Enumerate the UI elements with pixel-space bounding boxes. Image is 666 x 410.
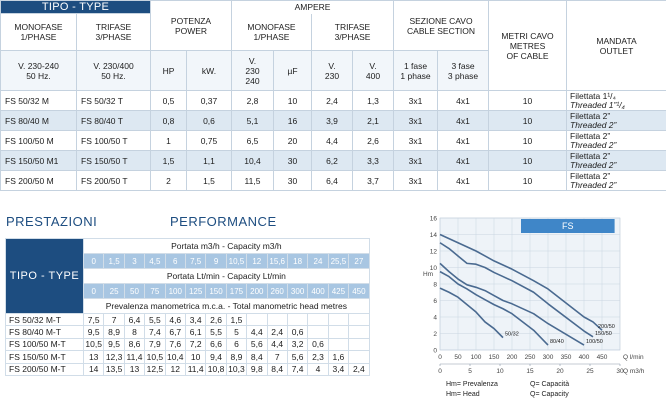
capacity-lmin-value: 50 — [124, 284, 144, 299]
spec-cell-kw: 1,1 — [187, 151, 232, 171]
head-value: 7,4 — [145, 326, 165, 338]
spec-cell-uf: 10 — [274, 91, 312, 111]
spec-cell-mono: FS 100/50 M — [1, 131, 77, 151]
spec-cell-s1: 3x1 — [394, 171, 438, 191]
head-value: 2,4 — [349, 363, 370, 375]
spec-cell-outlet: Filettata 2” Threaded 2” — [567, 131, 666, 151]
head-value: 8,4 — [267, 363, 287, 375]
spec-cell-a_mono: 2,8 — [232, 91, 274, 111]
x-tick-lmin: 0 — [438, 354, 442, 361]
capacity-lmin-value: 150 — [206, 284, 226, 299]
head-value: 2,4 — [267, 326, 287, 338]
spec-cell-hp: 0,8 — [151, 111, 187, 131]
head-value: 12,3 — [105, 351, 123, 362]
capacity-lmin-value: 400 — [308, 284, 328, 299]
spec-cell-a230: 2,4 — [312, 91, 353, 111]
head-value: 9,4 — [206, 351, 226, 363]
head-value: 5,6 — [287, 351, 307, 363]
v230-header: V. 230 — [312, 51, 353, 91]
capacity-lmin-value: 75 — [145, 284, 165, 299]
capacity-lmin-value: 125 — [185, 284, 205, 299]
x-axis-label-m3h: Q m3/h — [623, 368, 645, 375]
y-tick-label: 16 — [429, 215, 437, 223]
head-value: 7,2 — [185, 338, 205, 350]
legend-left: Hm= Prevalenza — [446, 381, 498, 388]
series-label: 100/50 — [586, 339, 603, 346]
capacity-lmin-value: 0 — [84, 284, 104, 299]
uf-header: µF — [274, 51, 312, 91]
head-value — [247, 314, 267, 326]
series-label: 200/50 — [598, 324, 615, 331]
spec-cell-m: 10 — [489, 151, 567, 171]
spec-cell-a_mono: 6,5 — [232, 131, 274, 151]
head-value — [308, 326, 328, 338]
head-value: 0,6 — [287, 326, 307, 338]
spec-cell-outlet: Filettata 2” Threaded 2” — [567, 111, 666, 131]
spec-cell-s3: 4x1 — [438, 131, 489, 151]
capacity-m3h-header: Portata m3/h - Capacity m3/h — [84, 239, 370, 254]
head-value: 3,2 — [287, 338, 307, 350]
v230-240-header: V. 230 240 — [232, 51, 274, 91]
fase1-header: 1 fase 1 phase — [394, 51, 438, 91]
head-value: 0,6 — [308, 338, 328, 350]
spec-row — [1, 131, 666, 151]
capacity-m3h-value: 4,5 — [145, 254, 165, 269]
head-value: 4,4 — [267, 338, 287, 350]
head-value: 1,5 — [226, 314, 246, 326]
spec-cell-s3: 4x1 — [438, 111, 489, 131]
x-axis-label-lmin: Q l/min — [623, 354, 644, 361]
spec-cell-outlet: Filettata 2” Threaded 2” — [567, 151, 666, 171]
head-value: 3,4 — [185, 314, 205, 326]
spec-cell-a_mono: 11,5 — [232, 171, 274, 191]
spec-cell-a400: 2,6 — [353, 131, 394, 151]
kw-header: kW. — [187, 51, 232, 91]
performance-title: PERFORMANCE — [170, 214, 277, 229]
spec-row — [1, 171, 666, 191]
series-label: 80/40 — [550, 339, 564, 346]
spec-cell-tri: FS 200/50 T — [77, 171, 151, 191]
head-value: 4,4 — [247, 326, 267, 338]
spec-table — [0, 0, 666, 191]
series-label: 150/50 — [595, 330, 612, 337]
spec-cell-s3: 4x1 — [438, 151, 489, 171]
head-value: 13 — [124, 363, 144, 375]
head-value: 6,6 — [206, 338, 226, 350]
capacity-m3h-value: 25,5 — [328, 254, 348, 269]
head-value — [349, 351, 370, 363]
chart-title: FS — [562, 221, 574, 231]
head-value — [349, 338, 370, 350]
head-value: 10,4 — [166, 351, 184, 362]
y-tick-label: 4 — [433, 314, 437, 322]
perf-model-name: FS 50/32 M-T — [6, 314, 84, 326]
capacity-lmin-value: 175 — [226, 284, 246, 299]
head-value: 10,3 — [228, 364, 245, 375]
head-value: 7 — [104, 314, 124, 326]
head-value: 9,8 — [247, 363, 267, 375]
head-value: 10,5 — [146, 351, 164, 362]
performance-table — [5, 238, 370, 376]
spec-cell-s1: 3x1 — [394, 151, 438, 171]
capacity-lmin-value: 450 — [349, 284, 370, 299]
prestazioni-title: PRESTAZIONI — [6, 214, 98, 229]
head-value: 7,9 — [145, 338, 165, 350]
spec-cell-a230: 6,4 — [312, 171, 353, 191]
head-value: 3,4 — [328, 363, 348, 375]
perf-type-header: TIPO - TYPE — [6, 239, 84, 314]
spec-cell-a400: 2,1 — [353, 111, 394, 131]
amp-tri-header: TRIFASE 3/PHASE — [312, 14, 394, 51]
head-value: 5 — [226, 326, 246, 338]
capacity-lmin-value: 425 — [328, 284, 348, 299]
capacity-lmin-value: 100 — [165, 284, 185, 299]
head-value: 4 — [308, 363, 328, 375]
x-tick-m3h: 5 — [468, 368, 472, 375]
ampere-header: AMPERE — [232, 1, 394, 14]
head-value: 8 — [124, 326, 144, 338]
spec-cell-mono: FS 80/40 M — [1, 111, 77, 131]
spec-cell-a_mono: 10,4 — [232, 151, 274, 171]
capacity-m3h-value: 24 — [308, 254, 328, 269]
power-header: POTENZA POWER — [151, 1, 232, 51]
x-tick-m3h: 25 — [586, 368, 594, 375]
spec-cell-a_mono: 5,1 — [232, 111, 274, 131]
head-value — [308, 314, 328, 326]
spec-cell-a230: 3,9 — [312, 111, 353, 131]
legend-right: Q= Capacità — [530, 381, 570, 388]
spec-cell-mono: FS 200/50 M — [1, 171, 77, 191]
head-value: 8,6 — [124, 338, 144, 350]
spec-cell-hp: 2 — [151, 171, 187, 191]
head-value: 9,5 — [104, 338, 124, 350]
head-value: 5,6 — [247, 338, 267, 350]
capacity-lmin-value: 300 — [287, 284, 307, 299]
perf-model-name: FS 200/50 M-T — [6, 363, 84, 375]
spec-cell-tri: FS 100/50 T — [77, 131, 151, 151]
head-value: 10,5 — [85, 339, 102, 350]
x-tick-m3h: 15 — [526, 368, 534, 375]
monofase-header: MONOFASE 1/PHASE — [1, 14, 77, 51]
perf-model-name: FS 150/50 M-T — [6, 351, 84, 363]
head-value — [349, 314, 370, 326]
spec-cell-m: 10 — [489, 171, 567, 191]
head-value: 7,4 — [287, 363, 307, 375]
perf-row — [6, 338, 370, 350]
fase3-header: 3 fase 3 phase — [438, 51, 489, 91]
trifase-header: TRIFASE 3/PHASE — [77, 14, 151, 51]
spec-cell-kw: 0,37 — [187, 91, 232, 111]
y-tick-label: 8 — [433, 281, 437, 289]
capacity-m3h-value: 18 — [287, 254, 307, 269]
spec-cell-s1: 3x1 — [394, 131, 438, 151]
capacity-m3h-value: 6 — [165, 254, 185, 269]
spec-cell-a400: 3,3 — [353, 151, 394, 171]
x-tick-m3h: 20 — [556, 368, 564, 375]
y-tick-label: 14 — [429, 232, 437, 239]
head-value: 10,8 — [207, 364, 225, 375]
head-value: 6,1 — [185, 326, 205, 338]
legend-left: Hm= Head — [446, 391, 480, 398]
legend-right: Q= Capacity — [530, 391, 569, 398]
spec-cell-uf: 20 — [274, 131, 312, 151]
spec-row — [1, 111, 666, 131]
head-value — [328, 326, 348, 338]
x-tick-m3h: 0 — [438, 368, 442, 375]
spec-cell-hp: 0,5 — [151, 91, 187, 111]
capacity-m3h-value: 10,5 — [226, 254, 246, 269]
capacity-m3h-value: 0 — [84, 254, 104, 269]
spec-cell-m: 10 — [489, 91, 567, 111]
spec-cell-tri: FS 150/50 T — [77, 151, 151, 171]
capacity-lmin-value: 260 — [267, 284, 287, 299]
v400-header: V. 400 — [353, 51, 394, 91]
head-value: 6 — [226, 338, 246, 350]
spec-cell-mono: FS 50/32 M — [1, 91, 77, 111]
spec-cell-uf: 30 — [274, 151, 312, 171]
head-value: 12 — [165, 363, 185, 375]
head-value: 8,9 — [226, 351, 246, 363]
x-tick-lmin: 350 — [560, 354, 572, 361]
head-header: Prevalenza manometrica m.c.a. - Total manometric head metres — [84, 299, 370, 314]
spec-cell-s1: 3x1 — [394, 111, 438, 131]
spec-row — [1, 151, 666, 171]
head-value: 4,6 — [165, 314, 185, 326]
y-tick-label: 2 — [433, 331, 437, 338]
x-tick-lmin: 100 — [470, 354, 482, 361]
head-value: 2,6 — [206, 314, 226, 326]
head-value — [328, 314, 348, 326]
head-value: 8,9 — [104, 326, 124, 338]
outlet-header: MANDATA OUTLET — [567, 1, 666, 91]
x-tick-lmin: 250 — [524, 354, 536, 361]
spec-cell-tri: FS 80/40 T — [77, 111, 151, 131]
perf-model-name: FS 100/50 M-T — [6, 338, 84, 350]
x-tick-lmin: 200 — [506, 354, 518, 361]
capacity-m3h-value: 1,5 — [104, 254, 124, 269]
spec-cell-mono: FS 150/50 M1 — [1, 151, 77, 171]
spec-cell-hp: 1,5 — [151, 151, 187, 171]
x-tick-m3h: 10 — [496, 368, 504, 375]
hp-header: HP — [151, 51, 187, 91]
capacity-m3h-value: 27 — [349, 254, 370, 269]
spec-cell-kw: 0,75 — [187, 131, 232, 151]
y-axis-label: Hm — [422, 270, 434, 278]
head-value: 14 — [84, 363, 104, 375]
spec-cell-a230: 4,4 — [312, 131, 353, 151]
tri-voltage: V. 230/400 50 Hz. — [77, 51, 151, 91]
spec-cell-uf: 30 — [274, 171, 312, 191]
spec-cell-outlet: Filettata 1¹/₄ Threaded 1”¹/₄ — [567, 91, 666, 111]
head-value: 7,6 — [165, 338, 185, 350]
cable-section-header: SEZIONE CAVO CABLE SECTION — [394, 1, 489, 51]
x-tick-lmin: 400 — [578, 354, 590, 361]
spec-cell-a400: 3,7 — [353, 171, 394, 191]
spec-cell-s1: 3x1 — [394, 91, 438, 111]
spec-cell-a400: 1,3 — [353, 91, 394, 111]
performance-chart — [418, 210, 664, 408]
y-tick-label: 0 — [433, 347, 437, 355]
head-value: 9,5 — [84, 326, 104, 338]
capacity-m3h-value: 9 — [206, 254, 226, 269]
perf-row — [6, 326, 370, 338]
head-value: 12,5 — [146, 364, 164, 375]
head-value: 13,5 — [105, 364, 123, 375]
spec-row — [1, 91, 666, 111]
head-value: 11,4 — [185, 363, 205, 375]
head-value: 11,4 — [124, 351, 144, 363]
amp-mono-header: MONOFASE 1/PHASE — [232, 14, 312, 51]
head-value: 8,4 — [247, 351, 267, 363]
head-value — [267, 314, 287, 326]
perf-row — [6, 363, 370, 375]
head-value: 7 — [267, 351, 287, 363]
y-tick-label: 6 — [433, 298, 437, 305]
capacity-m3h-value: 7,5 — [185, 254, 205, 269]
head-value: 1,6 — [328, 351, 348, 363]
spec-cell-a230: 6,2 — [312, 151, 353, 171]
spec-type-header: TIPO - TYPE — [1, 1, 151, 14]
spec-cell-uf: 16 — [274, 111, 312, 131]
x-tick-m3h: 30 — [616, 368, 624, 375]
spec-cell-tri: FS 50/32 T — [77, 91, 151, 111]
head-value: 10 — [185, 351, 205, 363]
spec-cell-outlet: Filettata 2” Threaded 2” — [567, 171, 666, 191]
cable-metres-header: METRI CAVO METRES OF CABLE — [489, 1, 567, 91]
capacity-m3h-value: 12 — [247, 254, 267, 269]
x-tick-lmin: 450 — [596, 354, 608, 361]
head-value: 6,4 — [124, 314, 144, 326]
head-value: 6,7 — [165, 326, 185, 338]
perf-model-name: FS 80/40 M-T — [6, 326, 84, 338]
spec-cell-hp: 1 — [151, 131, 187, 151]
x-tick-lmin: 50 — [454, 354, 462, 361]
capacity-m3h-value: 3 — [124, 254, 144, 269]
head-value — [328, 338, 348, 350]
head-value: 5,5 — [145, 314, 165, 326]
spec-cell-kw: 0,6 — [187, 111, 232, 131]
capacity-lmin-value: 25 — [104, 284, 124, 299]
x-tick-lmin: 300 — [542, 354, 554, 361]
capacity-lmin-value: 200 — [247, 284, 267, 299]
head-value — [287, 314, 307, 326]
spec-cell-m: 10 — [489, 131, 567, 151]
spec-cell-s3: 4x1 — [438, 171, 489, 191]
head-value: 5,5 — [206, 326, 226, 338]
perf-row — [6, 314, 370, 326]
spec-cell-kw: 1,5 — [187, 171, 232, 191]
head-value: 7,5 — [84, 314, 104, 326]
perf-row — [6, 351, 370, 363]
head-value: 2,3 — [308, 351, 328, 363]
x-tick-lmin: 150 — [488, 354, 500, 361]
y-tick-label: 12 — [429, 248, 437, 256]
head-value: 13 — [84, 351, 104, 363]
series-label: 50/32 — [505, 331, 519, 338]
spec-cell-s3: 4x1 — [438, 91, 489, 111]
head-value — [349, 326, 370, 338]
mono-voltage: V. 230-240 50 Hz. — [1, 51, 77, 91]
capacity-m3h-value: 15,6 — [267, 254, 287, 269]
spec-cell-m: 10 — [489, 111, 567, 131]
capacity-lmin-header: Portata Lt/min - Capacity Lt/min — [84, 269, 370, 284]
y-tick-label: 10 — [429, 265, 437, 272]
